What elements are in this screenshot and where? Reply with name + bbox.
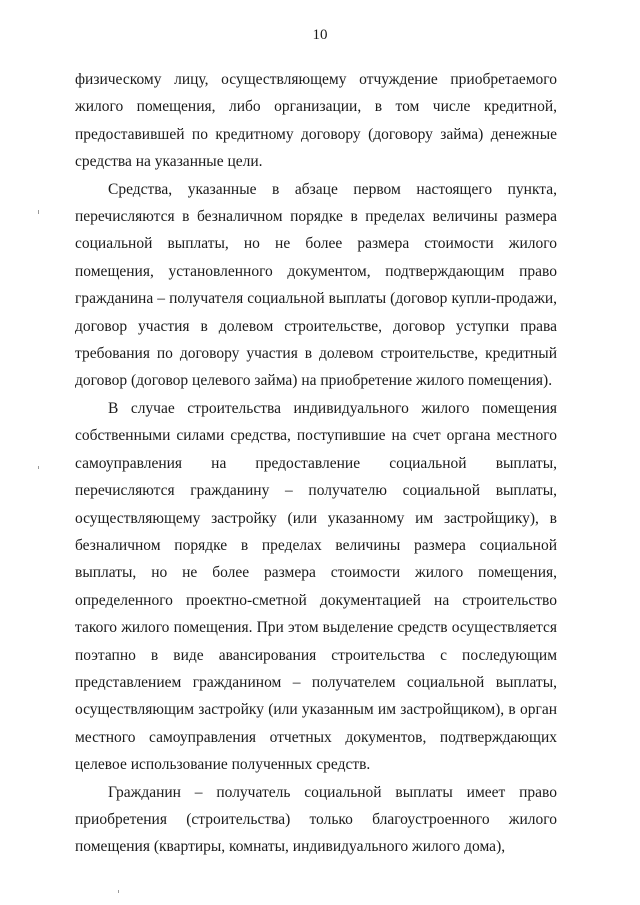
paragraph-continuation: физическому лицу, осуществляющему отчуждение приобретаемого жилого помещения, либо организации, в том числе кредитной, предоставившей по кредитному договору (договору займа) денежные средства на указанные цели.: [75, 71, 557, 171]
paragraph-citizen-right: Гражданин – получатель социальной выплаты имеет право приобретения (строительства) только благоустроенного жилого помещения (квартиры, комнаты, индивидуального жилого дома),: [75, 783, 557, 856]
scan-mark: [118, 890, 119, 893]
document-body: [75, 66, 557, 861]
paragraph-self-construction: В случае строительства индивидуального жилого помещения собственными силами средства, поступившие на счет органа местного самоуправления на предоставление социальной выплаты, перечисляются гражданину – получателю социальной выплаты, осуществляющему застройку (или указанному им застройщику), в безналичном порядке в пределах величины размера социальной выплаты, но не более размера стоимости жилого помещения, определенного проектно-сметной документацией на строительство такого жилого помещения. При этом выделение средств осуществляется поэтапно в виде авансирования строительства с последующим представлением гражданином – получателем социальной выплаты, осуществляющим застройку (или указанным им застройщиком), в орган местного самоуправления отчетных документов, подтверждающих целевое использование полученных средств.: [75, 399, 557, 774]
scan-mark: [38, 466, 39, 469]
paragraph-funds-transfer: Средства, указанные в абзаце первом настоящего пункта, перечисляются в безналичном порядке в пределах величины размера социальной выплаты, но не более размера стоимости жилого помещения, установленного документом, подтверждающим право гражданина – получателя социальной выплаты (договор купли-продажи, договор участия в долевом строительстве, договор уступки права требования по договору участия в долевом строительстве, кредитный договор (договор целевого займа) на приобретение жилого помещения).: [75, 180, 557, 390]
scan-mark: [38, 210, 39, 214]
page-number: 10: [312, 27, 328, 43]
